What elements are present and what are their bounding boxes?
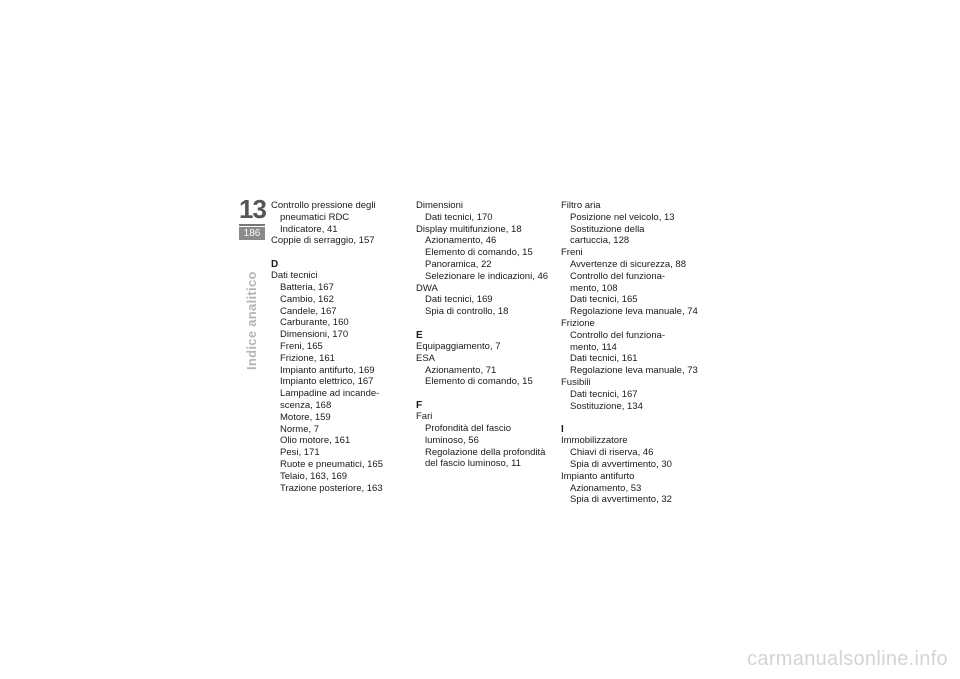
index-subentry: Controllo del funziona- (570, 270, 666, 282)
index-subentry: luminoso, 56 (425, 434, 479, 446)
chapter-number: 13 (239, 194, 266, 224)
index-subentry: Freni, 165 (280, 340, 323, 352)
index-entry: Immobilizzatore (561, 435, 628, 447)
index-subentry: Telaio, 163, 169 (280, 470, 348, 482)
index-subentry: Motore, 159 (280, 411, 331, 423)
index-letter-heading: E (416, 329, 423, 341)
index-entry: ESA (416, 352, 436, 364)
index-subentry: Chiavi di riserva, 46 (570, 447, 654, 459)
index-subentry: Dati tecnici, 170 (425, 211, 493, 223)
index-subentry: Impianto elettrico, 167 (280, 376, 374, 388)
index-subentry: Ruote e pneumatici, 165 (280, 458, 383, 470)
index-subentry: Selezionare le indicazioni, 46 (425, 270, 549, 282)
index-subentry: scenza, 168 (280, 399, 332, 411)
index-subentry: Indicatore, 41 (280, 223, 338, 235)
index-subentry: Spia di avvertimento, 32 (570, 494, 672, 506)
index-subentry: Dati tecnici, 167 (570, 388, 638, 400)
index-subentry: Azionamento, 71 (425, 364, 497, 376)
index-subentry: cartuccia, 128 (570, 235, 630, 247)
index-subentry: Candele, 167 (280, 305, 337, 317)
index-subentry: Spia di avvertimento, 30 (570, 458, 672, 470)
index-subentry: Trazione posteriore, 163 (280, 482, 383, 494)
index-subentry: Olio motore, 161 (280, 435, 351, 447)
index-subentry: Pesi, 171 (280, 447, 320, 459)
index-entry: Controllo pressione degli (271, 200, 376, 211)
section-title: Indice analitico (244, 271, 259, 370)
index-subentry: Spia di controllo, 18 (425, 306, 509, 318)
index-subentry: Azionamento, 53 (570, 482, 642, 494)
index-subentry: Frizione, 161 (280, 352, 335, 364)
index-entry: Fari (416, 411, 433, 423)
chapter-marker (239, 196, 265, 240)
index-subentry: Regolazione della profondità (425, 446, 546, 458)
index-column-2 (416, 200, 566, 470)
index-subentry: Batteria, 167 (280, 281, 334, 293)
index-subentry: mento, 108 (570, 282, 618, 294)
index-letter-heading: D (271, 259, 279, 271)
index-subentry: Elemento di comando, 15 (425, 376, 533, 388)
index-subentry: Regolazione leva manuale, 74 (570, 306, 698, 318)
index-entry: Freni (561, 247, 583, 259)
index-entry: Dati tecnici (271, 270, 318, 282)
index-subentry: Controllo del funziona- (570, 329, 666, 341)
watermark: carmanualsonline.info (747, 648, 948, 670)
index-entry: Filtro aria (561, 200, 601, 211)
index-subentry: Impianto antifurto, 169 (280, 364, 375, 376)
index-letter-heading: I (561, 424, 564, 436)
index-subentry: Dati tecnici, 165 (570, 294, 638, 306)
index-subentry: mento, 114 (570, 341, 617, 353)
index-subentry: del fascio luminoso, 11 (425, 458, 521, 470)
index-subentry: Dati tecnici, 169 (425, 294, 493, 306)
index-entry: Impianto antifurto (561, 470, 635, 482)
index-subentry: Norme, 7 (280, 423, 320, 435)
index-subentry: Avvertenze di sicurezza, 88 (570, 258, 686, 270)
chapter-divider (239, 224, 265, 226)
index-subentry: Cambio, 162 (280, 293, 334, 305)
index-entry: Display multifunzione, 18 (416, 223, 522, 235)
index-subentry: Sostituzione della (570, 223, 645, 235)
index-subentry: Panoramica, 22 (425, 258, 492, 270)
index-entry: Equipaggiamento, 7 (416, 340, 501, 352)
index-subentry: Posizione nel veicolo, 13 (570, 211, 675, 223)
page-number: 186 (239, 227, 265, 240)
index-entry: Frizione (561, 317, 595, 329)
index-entry: Fusibili (561, 376, 591, 388)
index-column-3 (561, 200, 711, 506)
index-subentry: Elemento di comando, 15 (425, 247, 533, 259)
index-subentry: Lampadine ad incande- (280, 388, 380, 400)
index-entry: Coppie di serraggio, 157 (271, 235, 375, 247)
index-subentry: pneumatici RDC (280, 211, 350, 223)
index-subentry: Sostituzione, 134 (570, 400, 643, 412)
index-subentry: Regolazione leva manuale, 73 (570, 365, 698, 377)
index-subentry: Dati tecnici, 161 (570, 353, 638, 365)
index-subentry: Profondità del fascio (425, 422, 512, 434)
index-subentry: Carburante, 160 (280, 317, 349, 329)
index-column-1 (271, 200, 421, 494)
index-entry: DWA (416, 282, 438, 294)
index-letter-heading: F (416, 400, 423, 412)
index-subentry: Dimensioni, 170 (280, 329, 349, 341)
index-entry: Dimensioni (416, 200, 463, 211)
index-subentry: Azionamento, 46 (425, 235, 497, 247)
